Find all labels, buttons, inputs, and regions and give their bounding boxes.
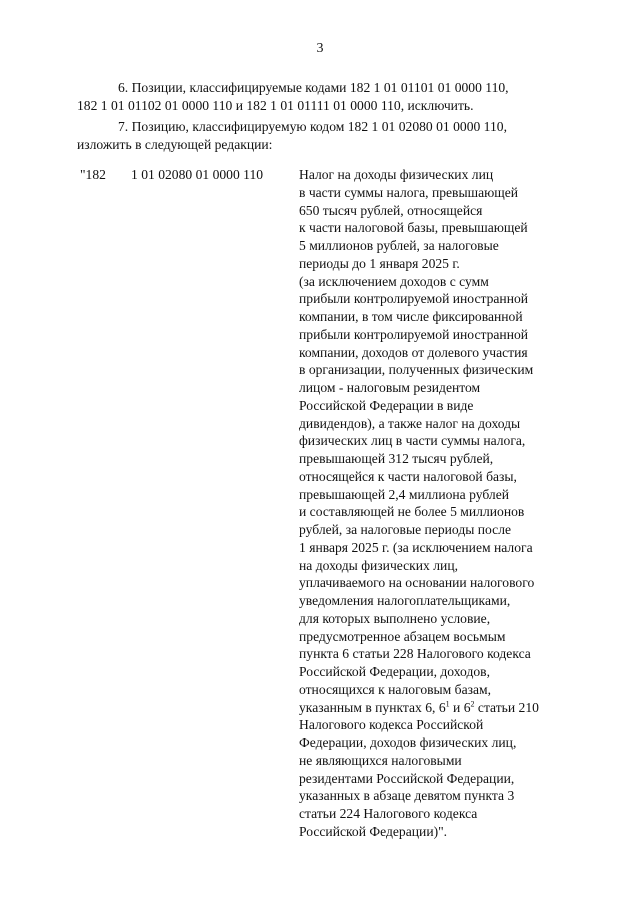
points-suffix: статьи 210 xyxy=(474,699,539,715)
description-line: Российской Федерации в виде xyxy=(299,397,474,413)
description-line: компании, в том числе фиксированной xyxy=(299,309,523,324)
page-number: 3 xyxy=(316,41,324,56)
description-line: пункта 6 статьи 228 Налогового кодекса xyxy=(299,646,531,662)
description-line: указанных в абзаце девятом пункта 3 xyxy=(299,788,515,804)
code-description xyxy=(299,166,569,841)
description-line: периоды до 1 января 2025 г. xyxy=(299,255,460,271)
description-line: Налог на доходы физических лиц xyxy=(299,167,494,182)
description-line: в организации, полученных физическим xyxy=(299,362,534,378)
description-line: к части налоговой базы, превышающей xyxy=(299,220,528,236)
description-line: компании, доходов от долевого участия xyxy=(299,344,528,360)
description-line: относящейся к части налоговой базы, xyxy=(299,468,517,484)
description-line: прибыли контролируемой иностранной xyxy=(299,326,529,342)
paragraph-7-line-1: 7. Позицию, классифицируемую кодом 182 1 01 02080 01 0000 110, xyxy=(118,119,507,134)
description-line: Российской Федерации, доходов, xyxy=(299,664,490,679)
points-prefix: указанным в пунктах 6, 6 xyxy=(299,699,446,715)
description-line: прибыли контролируемой иностранной xyxy=(299,291,529,307)
description-line-points xyxy=(299,699,569,717)
description-line: физических лиц в части суммы налога, xyxy=(299,433,526,449)
description-line: (за исключением доходов с сумм xyxy=(299,273,489,289)
description-line: резидентами Российской Федерации, xyxy=(299,770,515,786)
budget-classification-code: 1 01 02080 01 0000 110 xyxy=(131,167,264,182)
paragraph-6-line-2: 182 1 01 01102 01 0000 110 и 182 1 01 01111 01 0000 110, исключить. xyxy=(77,97,474,113)
paragraph-7 xyxy=(77,118,562,153)
description-line: 5 миллионов рублей, за налоговые xyxy=(299,238,499,253)
points-sup2: 2 xyxy=(470,698,475,708)
description-line: для которых выполнено условие, xyxy=(299,610,491,626)
description-line: статьи 224 Налогового кодекса xyxy=(299,806,478,821)
paragraph-7-line-2: изложить в следующей редакции: xyxy=(77,136,273,152)
description-line: Российской Федерации)". xyxy=(299,823,448,839)
description-line: в части суммы налога, превышающей xyxy=(299,184,519,200)
admin-code: "182 xyxy=(80,167,106,182)
description-line: Федерации, доходов физических лиц, xyxy=(299,735,517,750)
description-line: уплачиваемого на основании налогового xyxy=(299,575,535,591)
description-line: и составляющей не более 5 миллионов xyxy=(299,504,525,520)
description-line: лицом - налоговым резидентом xyxy=(299,380,481,395)
paragraph-6 xyxy=(77,79,562,114)
description-line: 1 января 2025 г. (за исключением налога xyxy=(299,539,533,555)
description-line: предусмотренное абзацем восьмым xyxy=(299,628,506,644)
points-mid: и 6 xyxy=(449,699,471,715)
description-line: на доходы физических лиц, xyxy=(299,557,458,573)
description-line: 650 тысяч рублей, относящейся xyxy=(299,202,483,218)
paragraph-6-line-1: 6. Позиции, классифицируемые кодами 182 1 01 01101 01 0000 110, xyxy=(118,80,509,95)
description-line: Налогового кодекса Российской xyxy=(299,717,484,733)
description-line: дивидендов), а также налог на доходы xyxy=(299,415,521,431)
description-line: превышающей 2,4 миллиона рублей xyxy=(299,486,510,502)
points-sup1: 1 xyxy=(445,698,450,708)
description-line: не являющихся налоговыми xyxy=(299,752,462,768)
description-line: относящихся к налоговым базам, xyxy=(299,681,492,697)
description-line: рублей, за налоговые периоды после xyxy=(299,522,512,537)
description-line: превышающей 312 тысяч рублей, xyxy=(299,451,494,466)
description-line: уведомления налогоплательщиками, xyxy=(299,593,511,608)
